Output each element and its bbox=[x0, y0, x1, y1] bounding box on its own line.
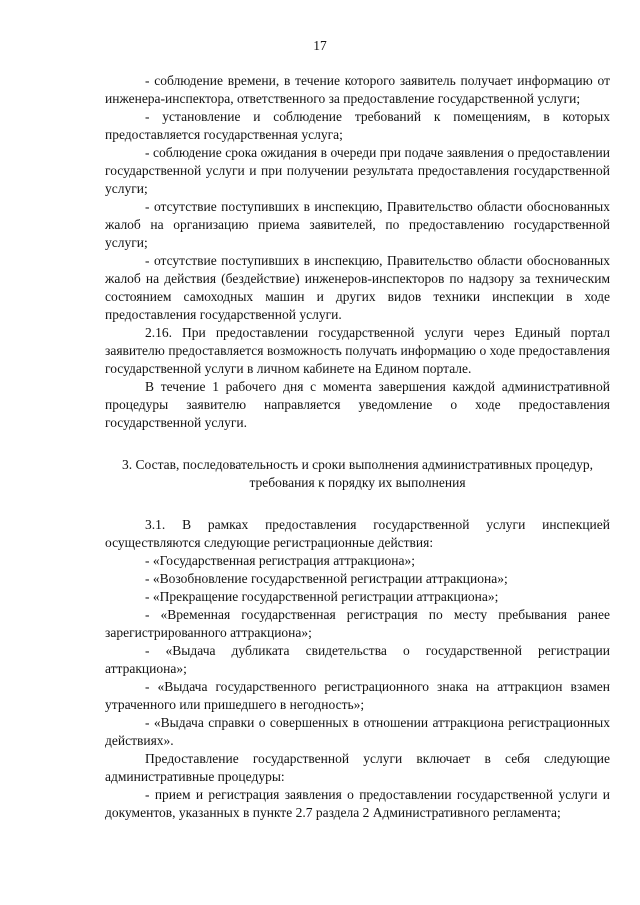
section-heading: 3. Состав, последовательность и сроки выполнения административных процедур, требования к порядку их выполнения bbox=[121, 457, 594, 490]
paragraph-notification: В течение 1 рабочего дня с момента завершения каждой административной процедуры заявителю направляется уведомление о ходе предоставления государственной услуги. bbox=[105, 379, 610, 430]
list-item-temporary-registration: - «Временная государственная регистрация по месту пребывания ранее зарегистрированного аттракциона»; bbox=[105, 607, 610, 640]
paragraph-3-1-registration-actions: 3.1. В рамках предоставления государственной услуги инспекцией осуществляются следующие регистрационные действия: bbox=[105, 517, 610, 550]
list-item-registration-plate: - «Выдача государственного регистрационного знака на аттракцион взамен утраченного или пришедшего в негодность»; bbox=[105, 679, 610, 712]
list-item-termination: - «Прекращение государственной регистрации аттракциона»; bbox=[145, 589, 499, 604]
paragraph-time-compliance: - соблюдение времени, в течение которого заявитель получает информацию от инженера-инспектора, ответственного за предоставление государственной услуги; bbox=[105, 73, 610, 106]
paragraph-premises-requirements: - установление и соблюдение требований к помещениям, в которых предоставляется государственная услуга; bbox=[105, 109, 610, 142]
page-number: 17 bbox=[313, 38, 327, 53]
list-item-state-registration: - «Государственная регистрация аттракциона»; bbox=[145, 553, 416, 568]
paragraph-administrative-procedures: Предоставление государственной услуги включает в себя следующие административные процедуры: bbox=[105, 751, 610, 784]
list-item-certificate-of-actions: - «Выдача справки о совершенных в отношении аттракциона регистрационных действиях». bbox=[105, 715, 610, 748]
list-item-resumption: - «Возобновление государственной регистрации аттракциона»; bbox=[145, 571, 508, 586]
list-item-reception-registration: - прием и регистрация заявления о предоставлении государственной услуги и документов, указанных в пункте 2.7 раздела 2 Административного регламента; bbox=[105, 787, 610, 820]
list-item-duplicate-certificate: - «Выдача дубликата свидетельства о государственной регистрации аттракциона»; bbox=[105, 643, 610, 676]
paragraph-queue-waiting: - соблюдение срока ожидания в очереди при подаче заявления о предоставлении государственной услуги и при получении результата предоставления государственной услуги; bbox=[105, 145, 610, 196]
paragraph-2-16-portal: 2.16. При предоставлении государственной услуги через Единый портал заявителю предоставляется возможность получать информацию о ходе предоставления государственной услуги в личном кабинете на Едином портале. bbox=[105, 325, 610, 376]
paragraph-no-complaints-inspectors: - отсутствие поступивших в инспекцию, Правительство области обоснованных жалоб на действия (бездействие) инженеров-инспекторов по надзору за техническим состоянием самоходных машин и других видов техники инспекции в ходе предоставления государственной услуги. bbox=[105, 253, 610, 322]
paragraph-no-complaints-reception: - отсутствие поступивших в инспекцию, Правительство области обоснованных жалоб на организацию приема заявителей, по предоставлению государственной услуги; bbox=[105, 199, 610, 250]
page-body bbox=[105, 72, 610, 822]
